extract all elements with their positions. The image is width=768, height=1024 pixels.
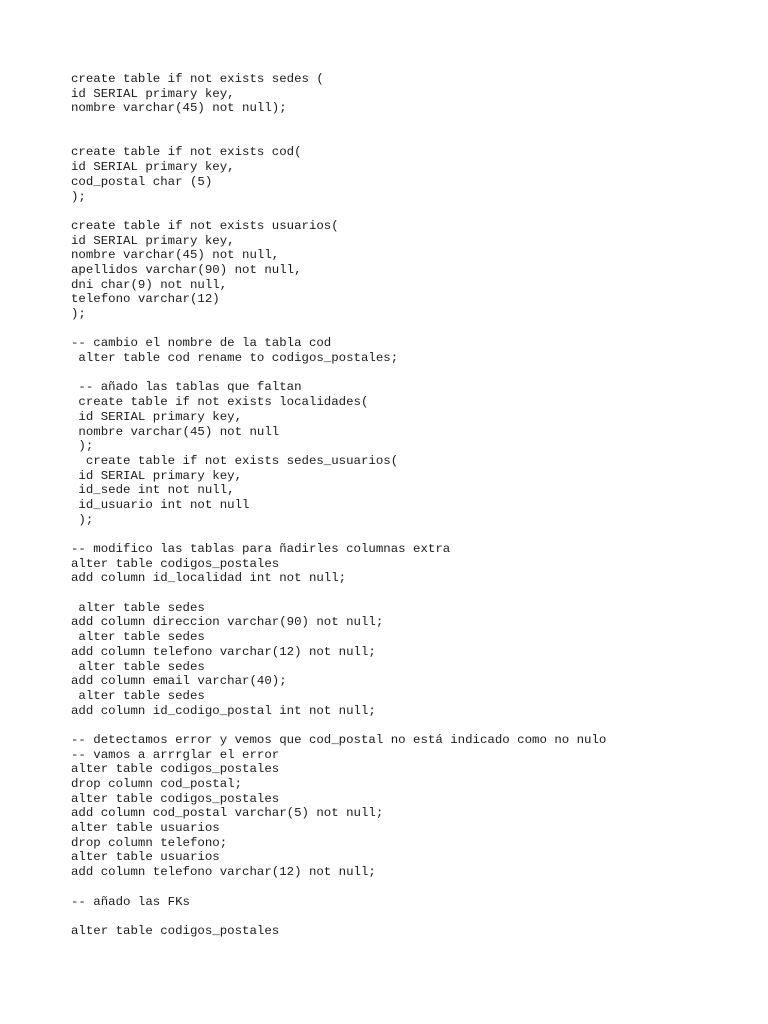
code-line: create table if not exists localidades(	[71, 395, 369, 410]
code-line	[71, 322, 751, 337]
code-line: add column telefono varchar(12) not null;	[71, 865, 376, 880]
code-line: id_usuario int not null	[71, 497, 250, 512]
code-line	[71, 116, 751, 131]
code-line: alter table codigos_postales	[71, 762, 280, 777]
code-line: );	[71, 307, 86, 321]
code-line: );	[71, 439, 94, 454]
code-line: alter table usuarios	[71, 821, 220, 836]
code-line: alter table usuarios	[71, 850, 220, 865]
code-line: add column email varchar(40);	[71, 674, 287, 689]
code-line: -- vamos a arrrglar el error	[71, 747, 280, 762]
code-line: nombre varchar(45) not null	[71, 424, 280, 439]
code-line: -- añado las FKs	[71, 894, 190, 909]
code-line: id SERIAL primary key,	[71, 86, 235, 101]
code-line: alter table sedes	[71, 659, 205, 674]
code-line: alter table codigos_postales	[71, 556, 280, 571]
code-line: -- modifico las tablas para ñadirles columnas extra	[71, 542, 451, 556]
code-line: alter table sedes	[71, 630, 205, 645]
code-line: add column telefono varchar(12) not null;	[71, 644, 376, 659]
code-line	[71, 366, 751, 381]
code-line: alter table codigos_postales	[71, 923, 280, 938]
code-line: add column direccion varchar(90) not null;	[71, 615, 384, 630]
code-line	[71, 880, 751, 895]
code-line: alter table sedes	[71, 688, 205, 703]
code-line: add column cod_postal varchar(5) not null;	[71, 806, 384, 821]
code-line	[71, 718, 751, 733]
code-line: );	[71, 512, 94, 527]
code-line: -- detectamos error y vemos que cod_postal no está indicado como no nulo	[71, 732, 607, 747]
code-line: dni char(9) not null,	[71, 277, 228, 292]
code-line: );	[71, 189, 86, 204]
code-line: create table if not exists usuarios(	[71, 218, 339, 233]
code-line: add column id_codigo_postal int not null;	[71, 703, 376, 718]
code-line: apellidos varchar(90) not null,	[71, 262, 302, 277]
code-line: alter table codigos_postales	[71, 791, 280, 806]
code-line: telefono varchar(12)	[71, 292, 220, 307]
code-line	[71, 527, 751, 542]
code-line: nombre varchar(45) not null,	[71, 248, 280, 263]
code-line: create table if not exists cod(	[71, 145, 302, 160]
code-line: -- cambio el nombre de la tabla cod	[71, 336, 332, 351]
code-line	[71, 131, 751, 146]
code-line	[71, 204, 751, 219]
code-line: id_sede int not null,	[71, 483, 235, 498]
code-line: create table if not exists sedes_usuarios(	[71, 453, 399, 468]
code-line: create table if not exists sedes (	[71, 72, 324, 86]
code-line: -- añado las tablas que faltan	[71, 380, 302, 395]
code-line: cod_postal char (5)	[71, 174, 213, 189]
code-line: drop column cod_postal;	[71, 777, 243, 791]
code-line: id SERIAL primary key,	[71, 409, 243, 424]
code-line: id SERIAL primary key,	[71, 160, 235, 175]
code-line	[71, 909, 751, 924]
code-line: alter table sedes	[71, 600, 205, 615]
code-line: drop column telefono;	[71, 835, 228, 850]
code-line: add column id_localidad int not null;	[71, 571, 347, 586]
code-line: nombre varchar(45) not null);	[71, 101, 287, 116]
sql-code-block	[71, 72, 751, 939]
code-line	[71, 586, 751, 601]
code-line: alter table cod rename to codigos_postales;	[71, 351, 399, 366]
code-line: id SERIAL primary key,	[71, 468, 243, 483]
code-line: id SERIAL primary key,	[71, 233, 235, 248]
